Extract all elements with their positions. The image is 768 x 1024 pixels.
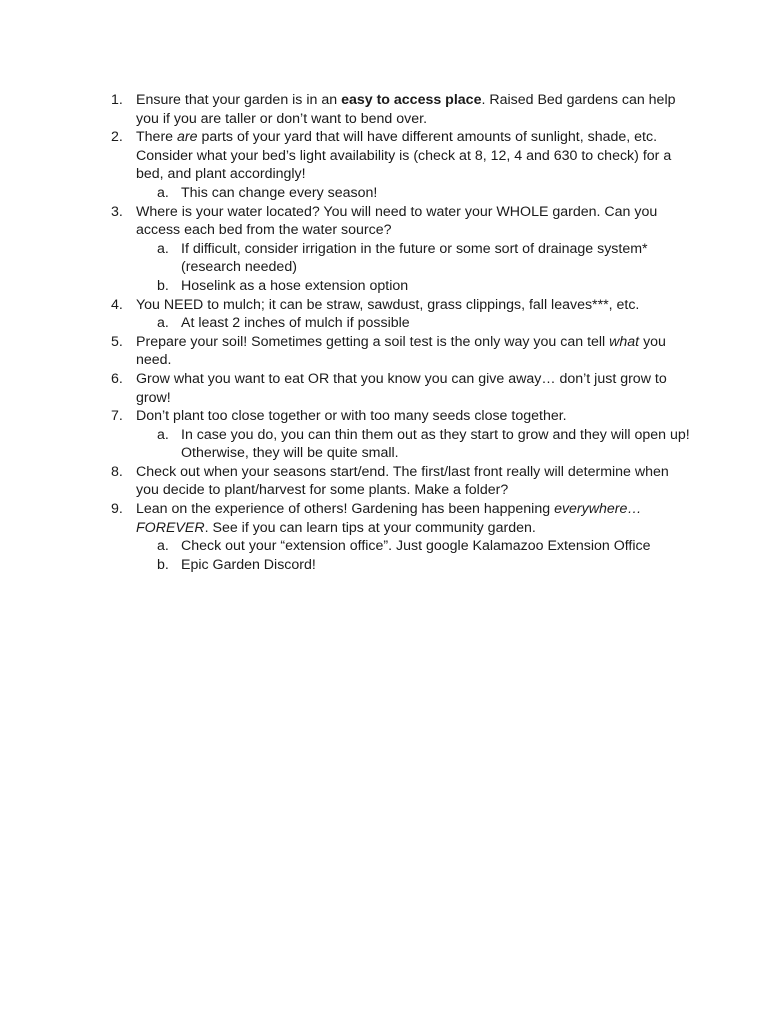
sub-item-text: Epic Garden Discord! [181,556,316,573]
sub-list-item [157,277,691,296]
list-item [111,128,691,184]
item-text-part: . See if you can learn tips at your community garden. [204,519,536,536]
sub-item-text: Hoselink as a hose extension option [181,277,409,294]
item-text: Check out when your seasons start/end. The first/last front really will determine when you decide to plant/harvest for some plants. Make a folder? [136,463,669,499]
item-text-part: Ensure that your garden is in an [136,92,342,108]
sub-item-letter: a. [157,184,169,201]
item-text [136,500,691,537]
item-text: Grow what you want to eat OR that you know you can give away… don’t just grow to grow! [136,370,667,406]
item-number: 8. [111,463,123,480]
item-text-bold: easy to access place [341,92,482,108]
item-text-part: parts of your yard that will have different amounts of sunlight, shade, etc. Consider what your bed’s light availability is (check at 8, 12, 4 and 630 to check) for a bed, and plant accordingly! [136,129,672,183]
sub-item-text: In case you do, you can thin them out as they start to grow and they will open up! Otherwise, they will be quite small. [181,426,690,462]
sub-list-item [157,537,691,556]
item-text: You NEED to mulch; it can be straw, sawdust, grass clippings, fall leaves***, etc. [136,296,640,313]
gardening-tips-list [111,91,691,574]
sub-item-letter: a. [157,426,169,443]
list-item [111,463,691,500]
item-number: 3. [111,203,123,220]
item-text-italic: what [609,333,640,350]
item-text-part: There [136,129,178,146]
sub-item-text: At least 2 inches of mulch if possible [181,315,410,332]
item-text-italic: everywhere… FOREVER [136,501,642,536]
sub-item-text: If difficult, consider irrigation in the future or some sort of drainage system* (research needed) [181,240,648,276]
list-item [111,407,691,426]
list-item [111,91,691,128]
item-text [136,333,691,370]
item-number: 7. [111,408,123,425]
list-item [111,370,691,407]
sub-item-letter: a. [157,315,169,332]
sub-item-text: This can change every season! [181,184,378,201]
item-number: 5. [111,333,123,350]
item-number: 6. [111,370,123,387]
item-number: 2. [111,129,123,146]
sub-list-item [157,240,691,277]
item-text: Where is your water located? You will need to water your WHOLE garden. Can you access each bed from the water source? [136,203,658,239]
item-text: Don’t plant too close together or with too many seeds close together. [136,408,567,425]
item-text [136,91,691,128]
sub-item-letter: b. [157,556,169,573]
sub-list-item [157,314,691,333]
sub-item-letter: a. [157,538,169,555]
item-text-part: Prepare your soil! Sometimes getting a soil test is the only way you can tell [136,333,610,350]
item-number: 4. [111,296,123,313]
sub-list-item [157,426,691,463]
item-text-italic: are [177,129,198,146]
list-item [111,203,691,240]
item-text-part: . Raised Bed gardens can help you if you are taller or don’t want to bend over. [136,92,676,127]
sub-item-letter: b. [157,277,169,294]
list-item [111,333,691,370]
list-item [111,296,691,315]
item-text [136,128,691,184]
list-item [111,500,691,537]
item-text-part: Lean on the experience of others! Gardening has been happening [136,501,555,518]
sub-item-text: Check out your “extension office”. Just google Kalamazoo Extension Office [181,538,651,555]
sub-item-letter: a. [157,240,169,257]
item-number: 9. [111,501,123,518]
item-number: 1. [111,92,123,108]
sub-list-item [157,556,691,575]
sub-list-item [157,184,691,203]
item-text-part: you need. [136,333,666,369]
